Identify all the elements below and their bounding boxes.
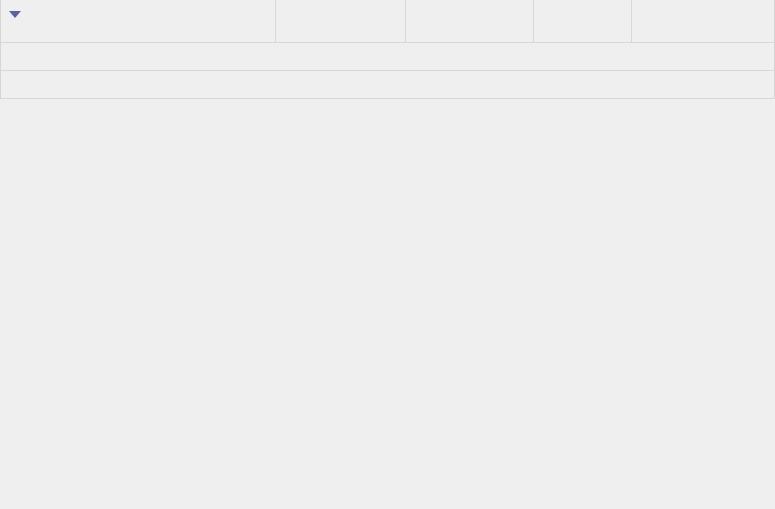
learning-path-row [1, 0, 774, 43]
learning-path-description-row [1, 43, 774, 71]
learning-path-type [276, 0, 406, 42]
collapse-triangle-icon[interactable] [9, 11, 21, 18]
learning-path-name-cell [1, 0, 276, 42]
learning-path-table [0, 0, 775, 99]
learning-path-description [1, 43, 774, 70]
course-description [1, 71, 774, 98]
learning-path-price [534, 0, 632, 42]
course-description-row [1, 71, 774, 99]
registration-status [632, 0, 774, 42]
blank-cell [406, 0, 534, 42]
